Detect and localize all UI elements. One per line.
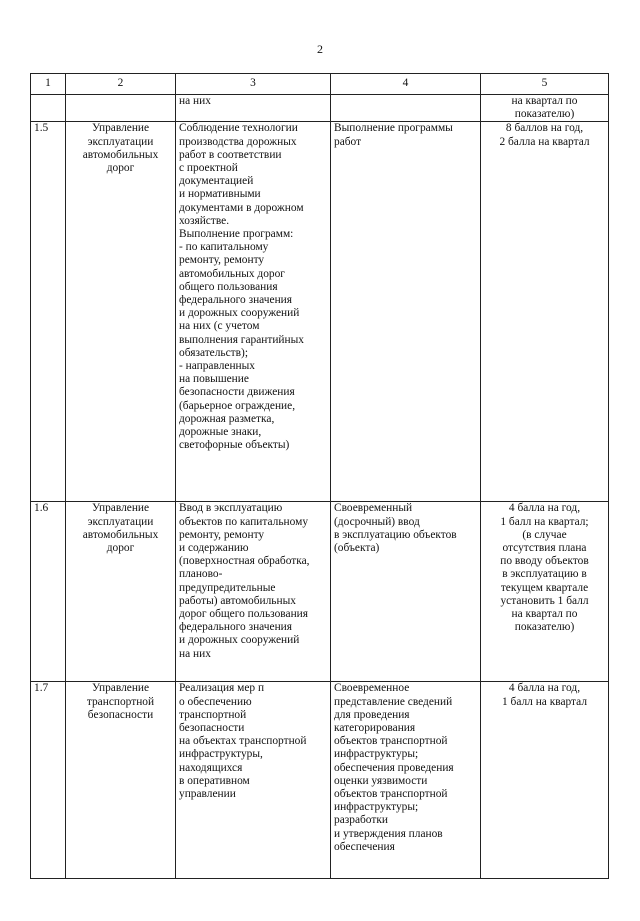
cell-text-line: эксплуатации	[87, 135, 154, 148]
cell-text-line: безопасности	[87, 708, 154, 721]
cell-text-line: управлении	[179, 788, 236, 801]
cell-text-line: (в случае	[522, 528, 567, 541]
row-number-cell	[31, 95, 66, 122]
cell-text-line: работ	[334, 135, 362, 148]
cell-text-line: Своевременный	[334, 502, 413, 515]
row-number-cell: 1.6	[31, 502, 66, 682]
cell-text-line: документами в дорожном	[179, 201, 304, 214]
cell-text-line: безопасности движения	[179, 386, 295, 399]
cell-text-line: транспортной	[86, 695, 155, 708]
cell-text-line: Выполнение программы	[334, 122, 453, 135]
cell-text-line: дорог общего пользования	[179, 608, 309, 621]
cell-text-line: и нормативными	[179, 188, 261, 201]
department-cell	[66, 682, 176, 879]
cell-text-line: и дорожных сооружений	[179, 634, 300, 647]
cell-text-line: на них	[179, 647, 211, 660]
cell-text-line: обеспечения проведения	[334, 761, 454, 774]
cell-text-line: в эксплуатацию в	[502, 568, 587, 581]
result-cell	[331, 95, 481, 122]
points-cell	[481, 95, 609, 122]
cell-text-line: Реализация мер п	[179, 682, 265, 695]
cell-text-line: (досрочный) ввод	[334, 515, 420, 528]
result-cell	[331, 502, 481, 682]
cell-text-line: Управление	[91, 122, 150, 135]
cell-text-line: выполнения гарантийных	[179, 333, 304, 346]
points-cell	[481, 122, 609, 502]
cell-text-line: работ в соответствии	[179, 148, 282, 161]
cell-text-line: с проектной	[179, 162, 238, 175]
cell-text-line: предупредительные	[179, 581, 276, 594]
cell-text-line: федерального значения	[179, 621, 292, 634]
criteria-table	[30, 73, 609, 879]
table-row	[31, 502, 609, 682]
cell-text-line: ремонту, ремонту	[179, 528, 265, 541]
cell-text-line: на квартал по	[511, 608, 578, 621]
cell-text-line: хозяйстве.	[179, 214, 230, 227]
cell-text-line: обеспечения	[334, 840, 395, 853]
cell-text-line: 4 балла на год,	[508, 502, 581, 515]
header-cell-4: 4	[331, 74, 481, 95]
row-number-cell: 1.5	[31, 122, 66, 502]
cell-text-line: (объекта)	[334, 542, 380, 555]
cell-text-line: автомобильных	[82, 148, 159, 161]
header-cell-1: 1	[31, 74, 66, 95]
result-cell	[331, 682, 481, 879]
cell-text-line: и дорожных сооружений	[179, 307, 300, 320]
cell-text-line: на них	[179, 95, 211, 107]
cell-text-line: оценки уязвимости	[334, 774, 428, 787]
criteria-cell	[176, 95, 331, 122]
cell-text-line: объектов транспортной	[334, 735, 448, 748]
table-row	[31, 95, 609, 122]
cell-text-line: 4 балла на год,	[508, 682, 581, 695]
cell-text-line: инфраструктуры;	[334, 801, 419, 814]
cell-text-line: работы) автомобильных	[179, 594, 296, 607]
header-cell-2: 2	[66, 74, 176, 95]
cell-text-line: в оперативном	[179, 774, 250, 787]
result-cell	[331, 122, 481, 502]
cell-text-line: (поверхностная обработка,	[179, 555, 310, 568]
header-cell-3: 3	[176, 74, 331, 95]
cell-text-line: производства дорожных	[179, 135, 297, 148]
criteria-cell	[176, 502, 331, 682]
cell-text-line: разработки	[334, 814, 388, 827]
cell-text-line: светофорные объекты)	[179, 439, 290, 452]
criteria-cell	[176, 122, 331, 502]
cell-text-line: на объектах транспортной	[179, 735, 307, 748]
cell-text-line: планово-	[179, 568, 223, 581]
cell-text-line: 8 баллов на год,	[505, 122, 584, 135]
cell-text-line: автомобильных	[82, 528, 159, 541]
cell-text-line: федерального значения	[179, 294, 292, 307]
cell-text-line: в эксплуатацию объектов	[334, 528, 457, 541]
cell-text-line: категорирования	[334, 722, 416, 735]
cell-text-line: по вводу объектов	[500, 555, 589, 568]
cell-text-line: документацией	[179, 175, 254, 188]
cell-text-line: 1 балл на квартал;	[500, 515, 589, 528]
cell-text-line: для проведения	[334, 708, 410, 721]
cell-text-line: обязательств);	[179, 346, 248, 359]
cell-text-line: и содержанию	[179, 542, 249, 555]
cell-text-line: транспортной	[179, 708, 247, 721]
cell-text-line: текущем квартале	[500, 581, 589, 594]
cell-text-line: находящихся	[179, 761, 243, 774]
cell-text-line: 2 балла на квартал	[499, 135, 590, 148]
points-cell	[481, 502, 609, 682]
cell-text-line: (барьерное ограждение,	[179, 399, 296, 412]
cell-text-line: дорог	[106, 542, 135, 555]
table-row	[31, 682, 609, 879]
cell-text-line: объектов по капитальному	[179, 515, 309, 528]
cell-text-line: общего пользования	[179, 280, 278, 293]
cell-text-line: - направленных	[179, 360, 255, 373]
cell-text-line: установить 1 балл	[500, 594, 589, 607]
table-row	[31, 122, 609, 502]
department-cell	[66, 122, 176, 502]
cell-text-line: инфраструктуры,	[179, 748, 263, 761]
cell-text-line: дорожная разметка,	[179, 412, 275, 425]
cell-text-line: и утверждения планов	[334, 827, 443, 840]
cell-text-line: эксплуатации	[87, 515, 154, 528]
cell-text-line: безопасности	[179, 722, 245, 735]
cell-text-line: Управление	[91, 502, 150, 515]
cell-text-line: отсутствия плана	[502, 542, 587, 555]
cell-text-line: Соблюдение технологии	[179, 122, 298, 135]
cell-text-line: на них (с учетом	[179, 320, 260, 333]
department-cell	[66, 95, 176, 122]
cell-text-line: о обеспечению	[179, 695, 252, 708]
row-number-cell: 1.7	[31, 682, 66, 879]
cell-text-line: дорог	[106, 162, 135, 175]
page-number: 2	[317, 42, 323, 56]
cell-text-line: показателю)	[514, 108, 575, 121]
criteria-cell	[176, 682, 331, 879]
cell-text-line: ремонту, ремонту	[179, 254, 265, 267]
cell-text-line: Управление	[91, 682, 150, 695]
cell-text-line: инфраструктуры;	[334, 748, 419, 761]
cell-text-line: на квартал по	[511, 95, 578, 107]
cell-text-line: на повышение	[179, 373, 249, 386]
header-cell-5: 5	[481, 74, 609, 95]
cell-text-line: дорожные знаки,	[179, 426, 262, 439]
points-cell	[481, 682, 609, 879]
cell-text-line: автомобильных дорог	[179, 267, 285, 280]
department-cell	[66, 502, 176, 682]
cell-text-line: Ввод в эксплуатацию	[179, 502, 283, 515]
cell-text-line: Своевременное	[334, 682, 410, 695]
cell-text-line: 1 балл на квартал	[501, 695, 588, 708]
table-header-row	[31, 74, 609, 95]
cell-text-line: - по капитальному	[179, 241, 269, 254]
cell-text-line: Выполнение программ:	[179, 228, 294, 241]
cell-text-line: показателю)	[514, 621, 575, 634]
cell-text-line: объектов транспортной	[334, 788, 448, 801]
cell-text-line: представление сведений	[334, 695, 453, 708]
